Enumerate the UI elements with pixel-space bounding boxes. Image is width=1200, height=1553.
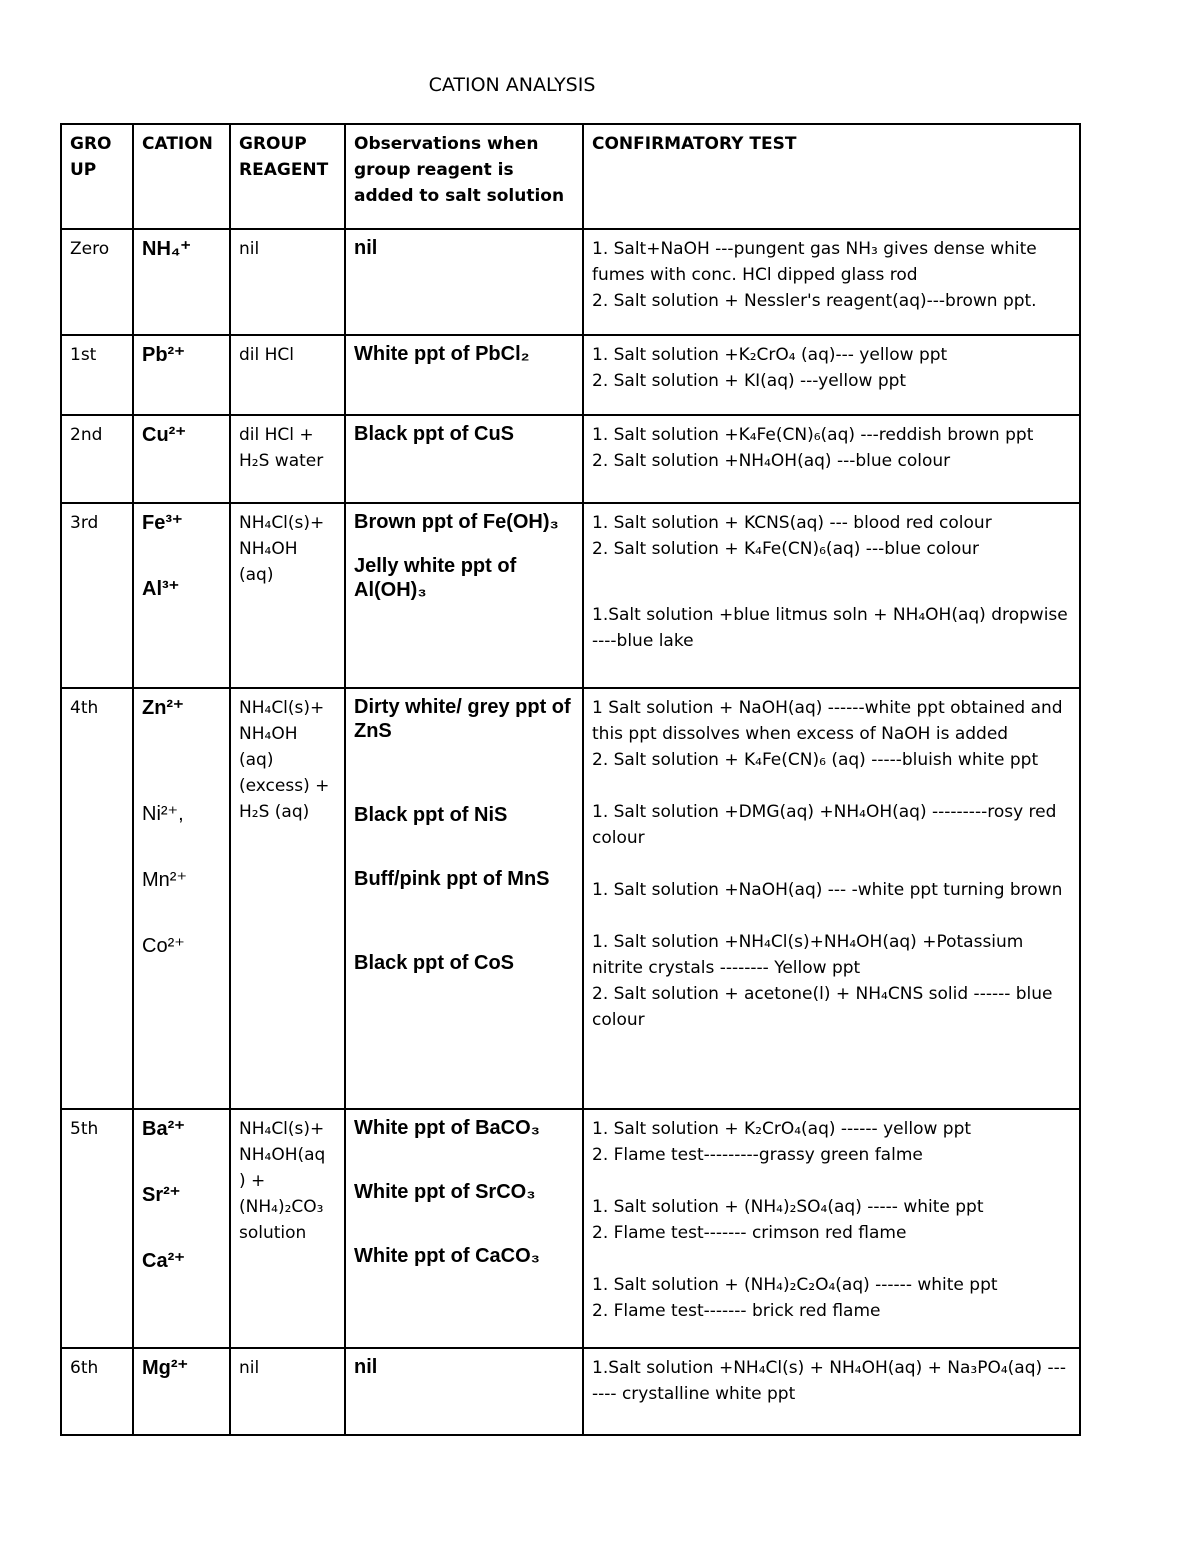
observation: White ppt of PbCl₂: [354, 343, 530, 365]
cation-cell: [133, 415, 230, 503]
test-line: 2. Salt solution +NH₄OH(aq) ---blue colour: [592, 451, 951, 471]
table-row: [61, 229, 1080, 335]
observation: Brown ppt of Fe(OH)₃: [354, 511, 559, 533]
observation-cell: [345, 688, 583, 1109]
test-line: 2. Flame test---------grassy green falme: [592, 1145, 923, 1165]
cation-analysis-table: [60, 123, 1081, 1436]
header-cation: CATION: [133, 124, 230, 229]
page-title: CATION ANALYSIS: [428, 74, 596, 96]
observation: Buff/pink ppt of MnS: [354, 868, 550, 890]
test-line: 1. Salt solution +K₂CrO₄ (aq)--- yellow ppt: [592, 345, 948, 365]
header-reagent: GROUP REAGENT: [230, 124, 345, 229]
reagent-cell: NH₄Cl(s)+ NH₄OH(aq ) + (NH₄)₂CO₃ solution: [230, 1109, 345, 1348]
cation-cell: [133, 1109, 230, 1348]
group-cell: 4th: [61, 688, 133, 1109]
test-line: 1. Salt solution + (NH₄)₂C₂O₄(aq) ------ white ppt: [592, 1275, 998, 1295]
header-row: [61, 124, 1080, 229]
observation-cell: [345, 335, 583, 415]
observation: Black ppt of CuS: [354, 423, 515, 445]
test-line: 1.Salt solution +blue litmus soln + NH₄OH(aq) dropwise ----blue lake: [592, 605, 1068, 651]
cation: Ca²⁺: [142, 1250, 185, 1272]
observation-cell: [345, 1109, 583, 1348]
observation-cell: [345, 1348, 583, 1435]
observation-cell: [345, 415, 583, 503]
test-line: 1. Salt solution + KCNS(aq) --- blood red colour: [592, 513, 992, 533]
cation-cell: [133, 229, 230, 335]
group-cell: 6th: [61, 1348, 133, 1435]
test-line: 2. Salt solution + Nessler's reagent(aq)---brown ppt.: [592, 291, 1037, 311]
test-cell: [583, 688, 1080, 1109]
test-cell: [583, 229, 1080, 335]
group-cell: Zero: [61, 229, 133, 335]
header-confirmatory: CONFIRMATORY TEST: [583, 124, 1080, 229]
test-line: 1 Salt solution + NaOH(aq) ------white ppt obtained and this ppt dissolves when excess of NaOH is added: [592, 698, 1063, 744]
reagent-cell: dil HCl + H₂S water: [230, 415, 345, 503]
test-line: 1. Salt solution + (NH₄)₂SO₄(aq) ----- white ppt: [592, 1197, 984, 1217]
group-cell: 5th: [61, 1109, 133, 1348]
observation: Black ppt of NiS: [354, 804, 508, 826]
cation: Mg²⁺: [142, 1357, 189, 1379]
test-line: 1. Salt solution +NH₄Cl(s)+NH₄OH(aq) +Potassium nitrite crystals -------- Yellow ppt: [592, 932, 1024, 978]
reagent-cell: NH₄Cl(s)+ NH₄OH (aq) (excess) + H₂S (aq): [230, 688, 345, 1109]
cation: NH₄⁺: [142, 238, 191, 260]
cation: Fe³⁺: [142, 512, 183, 534]
reagent-cell: nil: [230, 1348, 345, 1435]
test-line: 2. Salt solution + KI(aq) ---yellow ppt: [592, 371, 907, 391]
observation-cell: [345, 503, 583, 688]
test-line: 2. Flame test------- brick red flame: [592, 1301, 881, 1321]
observation: nil: [354, 1356, 378, 1378]
observation: nil: [354, 237, 378, 259]
header-observations: Observations when group reagent is added to salt solution: [345, 124, 583, 229]
test-line: 2. Salt solution + acetone(l) + NH₄CNS solid ------ blue colour: [592, 984, 1053, 1030]
test-cell: [583, 415, 1080, 503]
cation: Pb²⁺: [142, 344, 185, 366]
test-line: 2. Salt solution + K₄Fe(CN)₆(aq) ---blue colour: [592, 539, 979, 559]
observation: Black ppt of CoS: [354, 952, 515, 974]
observation: Jelly white ppt of Al(OH)₃: [354, 555, 517, 601]
test-line: 2. Flame test------- crimson red flame: [592, 1223, 907, 1243]
test-line: 2. Salt solution + K₄Fe(CN)₆ (aq) -----bluish white ppt: [592, 750, 1039, 770]
cation: Co²⁺: [142, 935, 185, 957]
cation: Sr²⁺: [142, 1184, 181, 1206]
test-cell: [583, 335, 1080, 415]
cation: Mn²⁺: [142, 869, 187, 891]
observation: White ppt of BaCO₃: [354, 1117, 540, 1139]
reagent-cell: dil HCl: [230, 335, 345, 415]
group-cell: 2nd: [61, 415, 133, 503]
cation: Ni²⁺,: [142, 803, 184, 825]
observation-cell: [345, 229, 583, 335]
test-line: 1. Salt solution +NaOH(aq) --- -white ppt turning brown: [592, 880, 1063, 900]
cation: Cu²⁺: [142, 424, 186, 446]
cation: Zn²⁺: [142, 697, 184, 719]
reagent-cell: NH₄Cl(s)+ NH₄OH (aq): [230, 503, 345, 688]
cation-cell: [133, 688, 230, 1109]
test-line: 1. Salt solution +K₄Fe(CN)₆(aq) ---reddish brown ppt: [592, 425, 1034, 445]
reagent-cell: nil: [230, 229, 345, 335]
test-line: 1.Salt solution +NH₄Cl(s) + NH₄OH(aq) + Na₃PO₄(aq) ------- crystalline white ppt: [592, 1358, 1066, 1404]
observation: White ppt of SrCO₃: [354, 1181, 536, 1203]
test-cell: [583, 503, 1080, 688]
test-line: 1. Salt+NaOH ---pungent gas NH₃ gives dense white fumes with conc. HCl dipped glass rod: [592, 239, 1037, 285]
test-line: 1. Salt solution + K₂CrO₄(aq) ------ yellow ppt: [592, 1119, 972, 1139]
table-row: [61, 1109, 1080, 1348]
table-row: [61, 1348, 1080, 1435]
cation: Ba²⁺: [142, 1118, 185, 1140]
observation: Dirty white/ grey ppt of ZnS: [354, 696, 571, 742]
test-cell: [583, 1109, 1080, 1348]
test-line: 1. Salt solution +DMG(aq) +NH₄OH(aq) ---------rosy red colour: [592, 802, 1057, 848]
group-cell: 3rd: [61, 503, 133, 688]
table-row: [61, 335, 1080, 415]
observation: White ppt of CaCO₃: [354, 1245, 540, 1267]
table-row: [61, 688, 1080, 1109]
cation-cell: [133, 335, 230, 415]
test-cell: [583, 1348, 1080, 1435]
table-row: [61, 415, 1080, 503]
table-row: [61, 503, 1080, 688]
header-group: GRO UP: [61, 124, 133, 229]
cation-cell: [133, 1348, 230, 1435]
cation: Al³⁺: [142, 578, 180, 600]
cation-cell: [133, 503, 230, 688]
group-cell: 1st: [61, 335, 133, 415]
